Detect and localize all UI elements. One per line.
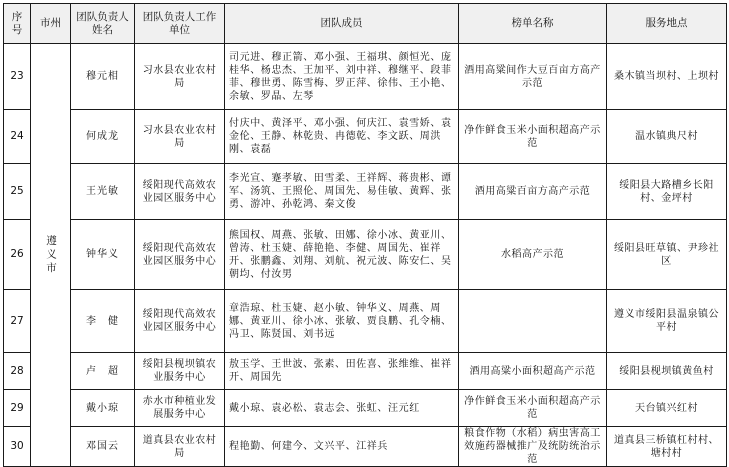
- cell-location: 绥阳县大路槽乡长阳村、金坪村: [607, 164, 727, 220]
- cell-unit: 绥阳现代高效农业园区服务中心: [135, 290, 225, 353]
- cell-leader: 戴小琼: [71, 390, 135, 427]
- cell-list: 酒用高粱小面积超高产示范: [459, 353, 607, 390]
- cell-location: 桑木镇当坝村、上坝村: [607, 44, 727, 110]
- table-row: [4, 220, 727, 290]
- cell-members: 敖玉学、王世波、张素、田佐喜、张维维、崔祥开、周国先: [225, 353, 459, 390]
- cell-unit: 绥阳现代高效农业园区服务中心: [135, 164, 225, 220]
- cell-list: 酒用高粱间作大豆百亩方高产示范: [459, 44, 607, 110]
- cell-location: 温水镇典尺村: [607, 110, 727, 164]
- header-location: 服务地点: [607, 4, 727, 44]
- cell-members: 戴小琼、袁必松、袁志会、张虹、汪元红: [225, 390, 459, 427]
- cell-location: 天台镇兴红村: [607, 390, 727, 427]
- cell-members: 李光宣、蹇孝敏、田雪柔、王祥辉、蒋贵彬、谭军、汤筑、王照伦、周国先、易佳敏、黄辉、张勇、游冲、孙乾鸿、秦文俊: [225, 164, 459, 220]
- cell-unit: 赤水市种植业发展服务中心: [135, 390, 225, 427]
- cell-members: 付庆中、黄泽平、邓小强、何庆江、袁雪娇、袁金伦、王静、林乾贵、冉德乾、李文跃、周洪刚、袁磊: [225, 110, 459, 164]
- header-list: 榜单名称: [459, 4, 607, 44]
- table-row: [4, 110, 727, 164]
- cell-leader: 穆元相: [71, 44, 135, 110]
- table-row: [4, 390, 727, 427]
- header-city: 市州: [31, 4, 71, 44]
- cell-seq: 23: [4, 44, 31, 110]
- cell-list: 净作鲜食玉米小面积超高产示范: [459, 390, 607, 427]
- cell-location: 绥阳县枧坝镇黄鱼村: [607, 353, 727, 390]
- cell-location: 道真县三桥镇杠村村、塘村村: [607, 427, 727, 467]
- table-row: [4, 353, 727, 390]
- cell-leader: 王光敏: [71, 164, 135, 220]
- cell-seq: 28: [4, 353, 31, 390]
- cell-seq: 30: [4, 427, 31, 467]
- cell-unit: 绥阳现代高效农业园区服务中心: [135, 220, 225, 290]
- cell-members: 熊国权、周燕、张敏、田娜、徐小冰、黄亚川、曾涛、杜玉婕、薛艳艳、李健、周国先、崔祥开、张鹏鑫、刘翔、刘航、祝元波、陈安仁、吴朝均、付汝男: [225, 220, 459, 290]
- table-row: [4, 290, 727, 353]
- header-leader: 团队负责人姓名: [71, 4, 135, 44]
- cell-members: 章浩琼、杜玉婕、赵小敏、钟华义、周燕、周娜、黄亚川、徐小冰、张敏、贾良鹏、孔令楠、冯卫、陈贤国、刘书远: [225, 290, 459, 353]
- cell-unit: 道真县农业农村局: [135, 427, 225, 467]
- table-row: [4, 164, 727, 220]
- cell-list: 酒用高粱百亩方高产示范: [459, 164, 607, 220]
- cell-list: 水稻高产示范: [459, 220, 607, 290]
- header-row: [4, 4, 727, 44]
- cell-list: [459, 290, 607, 353]
- cell-unit: 绥阳县枧坝镇农业服务中心: [135, 353, 225, 390]
- cell-seq: 25: [4, 164, 31, 220]
- ranking-table: [3, 3, 727, 467]
- cell-leader: 李 健: [71, 290, 135, 353]
- cell-unit: 习水县农业农村局: [135, 110, 225, 164]
- header-seq: 序号: [4, 4, 31, 44]
- cell-unit: 习水县农业农村局: [135, 44, 225, 110]
- header-unit: 团队负责人工作单位: [135, 4, 225, 44]
- cell-seq: 29: [4, 390, 31, 427]
- cell-members: 司元进、穆正箭、邓小强、王福琪、颜恒光、庞桂华、杨忠杰、王加平、刘中祥、穆继平、段菲菲、穆世勇、陈雪梅、罗正萍、徐伟、王小艳、余敏、罗晶、左琴: [225, 44, 459, 110]
- cell-leader: 邓国云: [71, 427, 135, 467]
- cell-seq: 27: [4, 290, 31, 353]
- cell-list: 净作鲜食玉米小面积超高产示范: [459, 110, 607, 164]
- header-members: 团队成员: [225, 4, 459, 44]
- cell-list: 粮食作物（水稻）病虫害高工效施药器械推广及统防统治示范: [459, 427, 607, 467]
- cell-location: 遵义市绥阳县温泉镇公平村: [607, 290, 727, 353]
- cell-members: 程艳勤、何建今、文兴平、江祥兵: [225, 427, 459, 467]
- cell-city: 遵义市: [31, 44, 71, 467]
- table-row: [4, 44, 727, 110]
- cell-location: 绥阳县旺草镇、尹珍社区: [607, 220, 727, 290]
- cell-leader: 卢 超: [71, 353, 135, 390]
- cell-leader: 何成龙: [71, 110, 135, 164]
- cell-leader: 钟华义: [71, 220, 135, 290]
- cell-seq: 26: [4, 220, 31, 290]
- table-row: [4, 427, 727, 467]
- cell-seq: 24: [4, 110, 31, 164]
